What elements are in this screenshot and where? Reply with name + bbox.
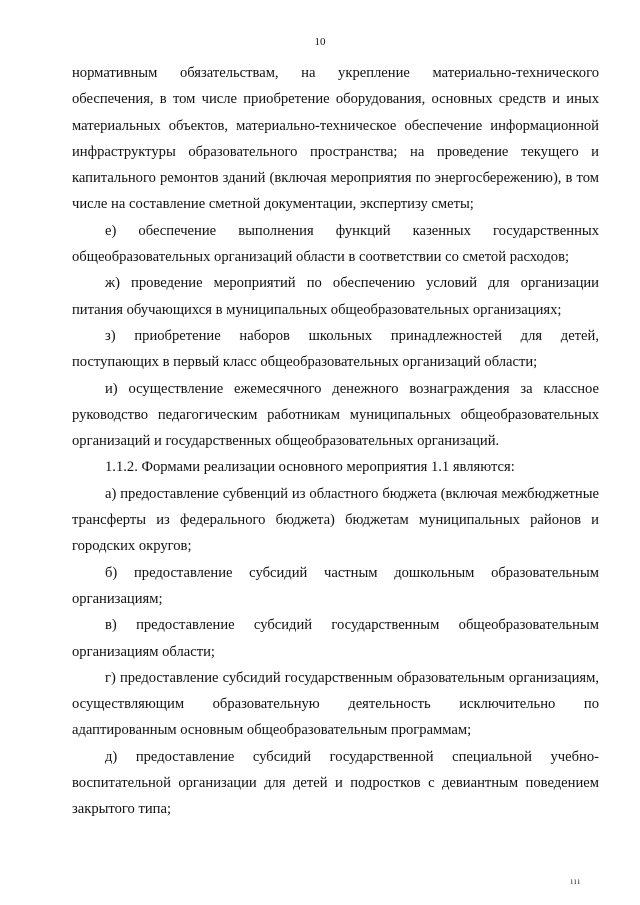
footer-mark: ııı: [570, 876, 581, 886]
paragraph-item-z: з) приобретение наборов школьных принадлежностей для детей, поступающих в первый класс общеобразовательных организаций области;: [72, 327, 599, 371]
paragraph-item-a: а) предоставление субвенций из областного бюджета (включая межбюджетные трансферты из федерального бюджета) бюджетам муниципальных районов и городских округов;: [72, 485, 599, 555]
paragraph-item-zh: ж) проведение мероприятий по обеспечению условий для организации питания обучающихся в муниципальных общеобразовательных организациях;: [72, 275, 599, 318]
paragraph-continuation: нормативным обязательствам, на укрепление материально-технического обеспечения, в том числе приобретение оборудования, основных средств и иных материальных объектов, материально-техническое обеспечение информационной инфраструктуры образовательного пространства; на проведение текущего и капитального ремонтов зданий (включая мероприятия по энергосбережению), в том числе на составление сметной документации, экспертизу сметы;: [72, 65, 599, 213]
paragraph-item-b: б) предоставление субсидий частным дошкольным образовательным организациям;: [72, 564, 599, 607]
paragraph-item-d: д) предоставление субсидий государственной специальной учебно-воспитательной организации для детей и подростков с девиантным поведением закрытого типа;: [72, 748, 599, 818]
paragraph-section-1-1-2: 1.1.2. Формами реализации основного мероприятия 1.1 являются:: [105, 459, 515, 476]
page-number: 10: [314, 36, 326, 48]
document-body: [72, 60, 599, 823]
paragraph-item-e: е) обеспечение выполнения функций казенных государственных общеобразовательных организаций области в соответствии со сметой расходов;: [72, 222, 599, 266]
paragraph-item-g: г) предоставление субсидий государственным образовательным организациям, осуществляющим образовательную деятельность исключительно по адаптированным основным общеобразовательным программам;: [72, 669, 599, 739]
paragraph-item-v: в) предоставление субсидий государственным общеобразовательным организациям области;: [72, 617, 599, 660]
paragraph-item-i: и) осуществление ежемесячного денежного вознаграждения за классное руководство педагогическим работникам муниципальных общеобразовательных организаций и государственных общеобразовательных организаций.: [72, 380, 599, 450]
